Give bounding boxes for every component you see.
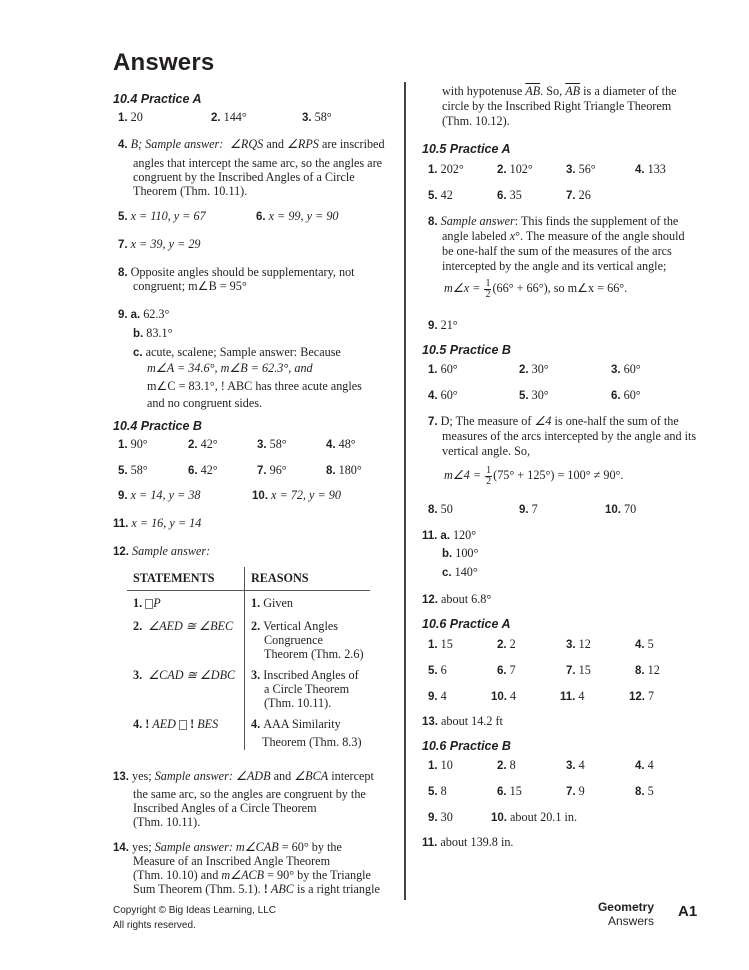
answer-item-14: 14. yes; Sample answer: m∠CAB = 60° by the — [113, 840, 342, 854]
answer-item: 6. 42° — [188, 463, 218, 477]
answer-item: 6. 60° — [611, 388, 641, 402]
proof-reason: 1. Given — [251, 596, 293, 610]
section-name: Answers — [607, 914, 654, 928]
answer-item-7: 7. x = 39, y = 29 — [118, 237, 201, 251]
answer-item: 4. 4 — [635, 758, 654, 772]
answer-item-8: 8. Opposite angles should be supplementary, not — [118, 265, 355, 279]
answer-item: 12. 7 — [629, 689, 655, 703]
answer-item: 5. 8 — [428, 784, 447, 798]
answer-item: 4. 133 — [635, 162, 666, 176]
answer-text: be one-half the sum of the measures of the arcs — [442, 244, 672, 258]
answer-text: Theorem (Thm. 10.11). — [133, 184, 248, 198]
answer-text: m∠C = 83.1°, ! ABC has three acute angles — [147, 379, 362, 393]
answer-item-9a: 9. a. 62.3° — [118, 307, 170, 321]
proof-statement: 1. P — [133, 596, 161, 610]
answer-item: 4. 48° — [326, 437, 356, 451]
answer-item-13: 13. about 14.2 ft — [422, 714, 503, 728]
answer-item-13: 13. yes; Sample answer: ∠ADB and ∠BCA intercept — [113, 769, 374, 783]
answer-item: 2. 144° — [211, 110, 247, 124]
proof-statement: 2. ∠AED ≅ ∠BEC — [133, 619, 234, 633]
answer-item-5: 5. x = 110, y = 67 — [118, 209, 206, 223]
section-heading-10-4-practice-a: 10.4 Practice A — [113, 92, 202, 106]
proof-reason: 2. Vertical Angles — [251, 619, 338, 633]
proof-statement: 3. ∠CAD ≅ ∠DBC — [133, 668, 236, 682]
section-heading-10-4-practice-b: 10.4 Practice B — [113, 419, 202, 433]
answer-item: 8. 50 — [428, 502, 453, 516]
answer-item: 3. 56° — [566, 162, 596, 176]
answer-text: intercepted by the angle and its vertical angle; — [442, 259, 667, 273]
answer-item: 7. 15 — [566, 663, 591, 677]
proof-table-header-reasons: REASONS — [251, 571, 309, 585]
proof-reason: 3. Inscribed Angles of — [251, 668, 359, 682]
proof-reason-text: a Circle Theorem — [264, 682, 350, 696]
answer-text: angles that intercept the same arc, so the angles are — [133, 156, 383, 170]
answer-item: 5. 6 — [428, 663, 447, 677]
running-footer — [580, 900, 654, 928]
answer-item: 1. 15 — [428, 637, 453, 651]
answer-item: 11. 4 — [560, 689, 585, 703]
proof-reason: 4. AAA Similarity — [251, 717, 341, 731]
missing-glyph-icon — [179, 720, 187, 730]
answer-item: 7. 26 — [566, 188, 591, 202]
column-divider — [404, 82, 406, 900]
answer-item: 9. 7 — [519, 502, 538, 516]
answer-item-11: 11. x = 16, y = 14 — [113, 516, 202, 530]
answer-item-11: 11. about 139.8 in. — [422, 835, 514, 849]
answer-item: 3. 4 — [566, 758, 585, 772]
fraction-one-half: $\frac{1}{2}$ — [486, 464, 492, 487]
answer-item: 10. about 20.1 in. — [491, 810, 578, 824]
answer-item: 2. 2 — [497, 637, 516, 651]
proof-table-header-statements: STATEMENTS — [133, 571, 215, 585]
answer-item: 6. 35 — [497, 188, 522, 202]
answer-item: 2. 42° — [188, 437, 218, 451]
answer-item: 8. 180° — [326, 463, 362, 477]
answer-item: 9. 30 — [428, 810, 453, 824]
proof-table-header-rule — [127, 590, 370, 591]
copyright-notice — [113, 903, 276, 933]
answer-item: 4. 60° — [428, 388, 458, 402]
answer-item: 3. 58° — [257, 437, 287, 451]
equation: m∠x = $\frac{1}{2}$ (66° + 66°), so m∠x = 66°. — [444, 277, 628, 300]
answer-text: Sum Theorem (Thm. 5.1). ! ABC is a right triangle — [133, 882, 380, 896]
answer-item: 6. 15 — [497, 784, 522, 798]
answer-item-9: 9. 21° — [428, 318, 458, 332]
rights-text: All rights reserved. — [113, 920, 196, 931]
answer-item: 8. 12 — [635, 663, 660, 677]
answer-item-11a: 11. a. 120° — [422, 528, 477, 542]
answer-text: the same arc, so the angles are congruent by the — [133, 787, 366, 801]
answer-item: 10. 70 — [605, 502, 637, 516]
answer-item-11c: c. 140° — [442, 565, 478, 579]
answer-item-9b: b. 83.1° — [133, 326, 173, 340]
answer-text: angle labeled x°. The measure of the angle should — [442, 229, 685, 243]
answer-item: 9. 4 — [428, 689, 447, 703]
answer-text: m∠A = 34.6°, m∠B = 62.3°, and — [147, 361, 313, 375]
proof-reason-text: Congruence — [264, 633, 323, 647]
answer-text: (Thm. 10.11). — [133, 815, 201, 829]
answer-text: Inscribed Angles of a Circle Theorem — [133, 801, 317, 815]
answer-item: 1. 20 — [118, 110, 143, 124]
answer-item: 5. 58° — [118, 463, 148, 477]
page-number: A1 — [678, 903, 698, 920]
section-heading-10-6-practice-b: 10.6 Practice B — [422, 739, 511, 753]
equation: m∠4 = $\frac{1}{2}$ (75° + 125°) = 100° ≠ 90°. — [444, 464, 624, 487]
copyright-text: Copyright © Big Ideas Learning, LLC — [113, 905, 277, 916]
section-heading-10-5-practice-b: 10.5 Practice B — [422, 343, 511, 357]
answer-item: 5. 42 — [428, 188, 453, 202]
answer-item: 8. 5 — [635, 784, 654, 798]
answer-item-6: 6. x = 99, y = 90 — [256, 209, 339, 223]
answer-text-continued: circle by the Inscribed Right Triangle Theorem — [442, 99, 672, 113]
answer-text: (Thm. 10.10) and m∠ACB = 90° by the Triangle — [133, 868, 371, 882]
answer-text: vertical angle. So, — [442, 444, 530, 458]
answer-text: congruent; m∠B = 95° — [133, 279, 247, 293]
answer-text: congruent by the Inscribed Angles of a Circle — [133, 170, 355, 184]
proof-table-column-rule — [244, 567, 245, 750]
answer-text: measures of the arcs intercepted by the angle and its — [442, 429, 697, 443]
answer-item-9c: c. acute, scalene; Sample answer: Because — [133, 345, 341, 359]
answer-item: 6. 7 — [497, 663, 516, 677]
page-title: Answers — [113, 49, 215, 76]
answer-item-7: 7. D; The measure of ∠4 is one-half the sum of the — [428, 414, 679, 428]
book-title: Geometry — [597, 900, 654, 914]
answer-item: 1. 10 — [428, 758, 453, 772]
answer-item-12: 12. about 6.8° — [422, 592, 492, 606]
missing-glyph-icon — [145, 599, 153, 609]
proof-reason-text: (Thm. 10.11). — [264, 696, 332, 710]
section-heading-10-6-practice-a: 10.6 Practice A — [422, 617, 511, 631]
answer-item: 3. 58° — [302, 110, 332, 124]
answer-item: 2. 102° — [497, 162, 533, 176]
answer-item: 3. 12 — [566, 637, 591, 651]
answer-item-8: 8. Sample answer: This finds the supplement of the — [428, 214, 679, 228]
answer-item-11b: b. 100° — [442, 546, 479, 560]
answer-item: 4. 5 — [635, 637, 654, 651]
fraction-one-half: $\frac{1}{2}$ — [485, 277, 491, 300]
section-heading-10-5-practice-a: 10.5 Practice A — [422, 142, 511, 156]
answer-text-continued: with hypotenuse $\overline{AB}$. So, $\overline{AB}$ is a diameter of the — [442, 84, 677, 98]
proof-reason-text: Theorem (Thm. 2.6) — [264, 647, 364, 661]
answer-text: ∠RQS and ∠RPS are inscribed — [230, 137, 385, 151]
answer-item: 5. 30° — [519, 388, 549, 402]
answer-text: Measure of an Inscribed Angle Theorem — [133, 854, 331, 868]
answer-text-continued: (Thm. 10.12). — [442, 114, 510, 128]
answer-item-12: 12. Sample answer: — [113, 544, 211, 558]
answer-item-10: 10. x = 72, y = 90 — [252, 488, 341, 502]
answer-item: 2. 30° — [519, 362, 549, 376]
answer-item: 1. 60° — [428, 362, 458, 376]
answer-item: 1. 202° — [428, 162, 464, 176]
answer-item-9: 9. x = 14, y = 38 — [118, 488, 201, 502]
answer-item: 1. 90° — [118, 437, 148, 451]
answer-item: 10. 4 — [491, 689, 517, 703]
answer-text: and no congruent sides. — [147, 396, 263, 410]
answer-item: 3. 60° — [611, 362, 641, 376]
answer-item: 2. 8 — [497, 758, 516, 772]
answer-item: 7. 9 — [566, 784, 585, 798]
proof-reason-text: Theorem (Thm. 8.3) — [262, 735, 362, 749]
proof-statement: 4. ! AED ! BES — [133, 717, 219, 731]
answer-item-4: 4. B; Sample answer: — [118, 137, 224, 151]
answer-item: 7. 96° — [257, 463, 287, 477]
